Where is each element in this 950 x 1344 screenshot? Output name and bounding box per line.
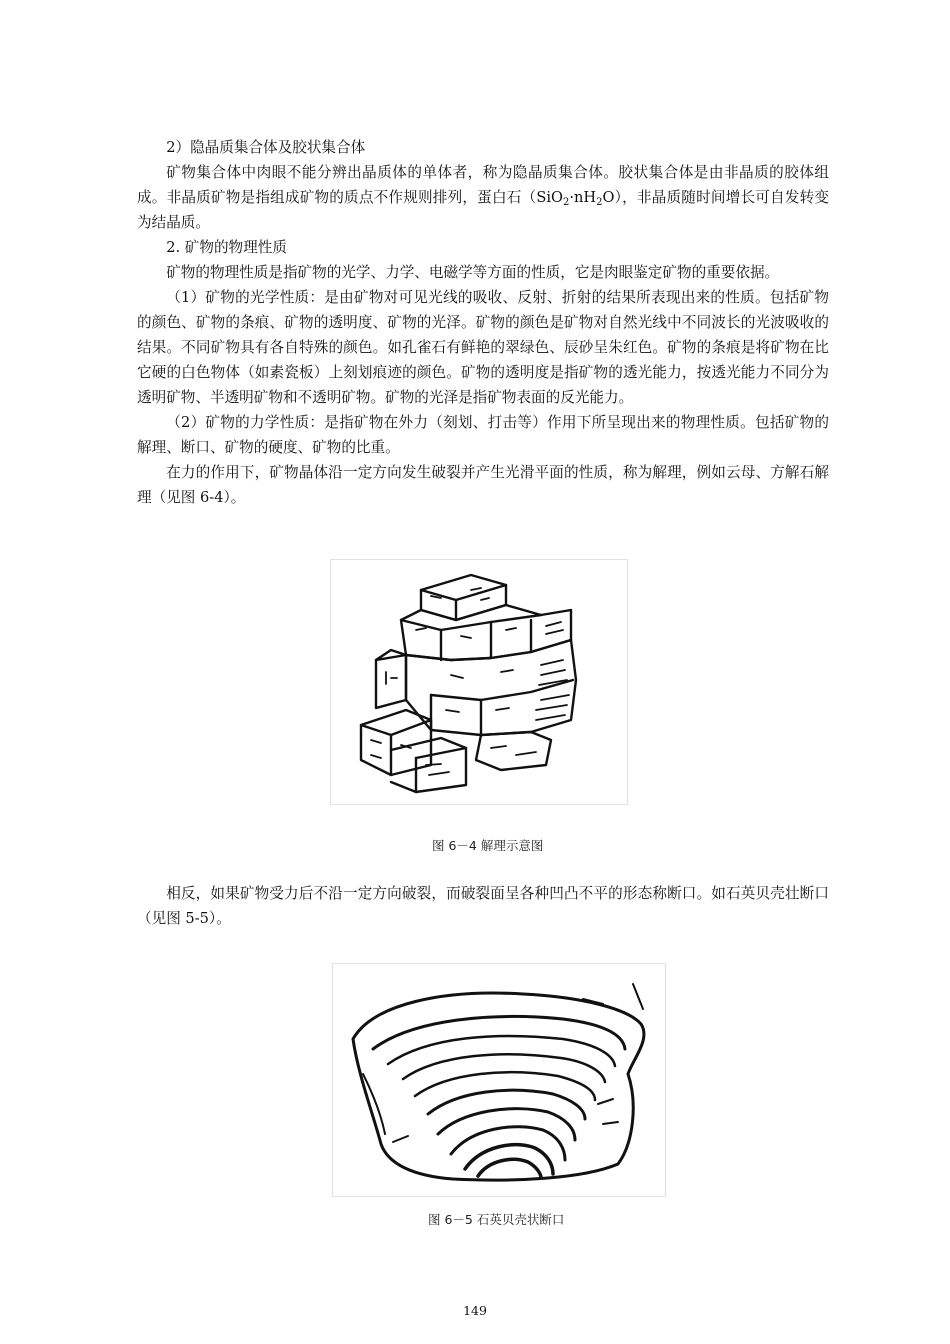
paragraph-mechanical-properties: （2）矿物的力学性质：是指矿物在外力（刻划、打击等）作用下所呈现出来的物理性质。包括矿物的解理、断口、矿物的硬度、矿物的比重。 [137,414,829,456]
section-heading-physical-properties: 2. 矿物的物理性质 [166,239,287,256]
figure-caption-cleavage: 图 6－4 解理示意图 [432,838,544,853]
page-number: 149 [463,1303,487,1318]
section-heading-amorphous: 2）隐晶质集合体及胶状集合体 [166,139,366,156]
paragraph-optical-properties: （1）矿物的光学性质：是由矿物对可见光线的吸收、反射、折射的结果所表现出来的性质。包括矿物的颜色、矿物的条痕、矿物的透明度、矿物的光泽。矿物的颜色是矿物对自然光线中不同波长的光波吸收的结果。不同矿物具有各自特殊的颜色。如孔雀石有鲜艳的翠绿色、辰砂呈朱红色。矿物的条痕是将矿物在比它硬的白色物体（如素瓷板）上刻划痕迹的颜色。矿物的透明度是指矿物的透光能力，按透光能力不同分为透明矿物、半透明矿物和不透明矿物。矿物的光泽是指矿物表面的反光能力。 [137,289,829,406]
figure-cleavage [330,559,628,805]
figure-conchoidal-fracture [332,963,666,1197]
conchoidal-fracture-image [333,964,665,1196]
paragraph-amorphous: 矿物集合体中肉眼不能分辨出晶质体的单体者，称为隐晶质集合体。胶状集合体是由非晶质的胶体组成。非晶质矿物是指组成矿物的质点不作规则排列，蛋白石$(SiO_2\cdot nH_2O)$，非晶质随时间增长可自发转变为结晶质。 [137,164,829,231]
paragraph-fracture: 相反，如果矿物受力后不沿一定方向破裂，而破裂面呈各种凹凸不平的形态称断口。如石英贝壳壮断口（见图 5-5）。 [137,885,829,927]
text-block-middle [137,881,829,931]
figure-caption-conchoidal-fracture: 图 6－5 石英贝壳状断口 [428,1212,565,1227]
paragraph-physical-properties: 矿物的物理性质是指矿物的光学、力学、电磁学等方面的性质，它是肉眼鉴定矿物的重要依据。 [166,264,780,281]
paragraph-cleavage: 在力的作用下，矿物晶体沿一定方向发生破裂并产生光滑平面的性质，称为解理，例如云母、方解石解理（见图 6-4）。 [137,464,829,506]
cleavage-sketch-image [331,560,627,804]
text-block-top [137,135,829,510]
